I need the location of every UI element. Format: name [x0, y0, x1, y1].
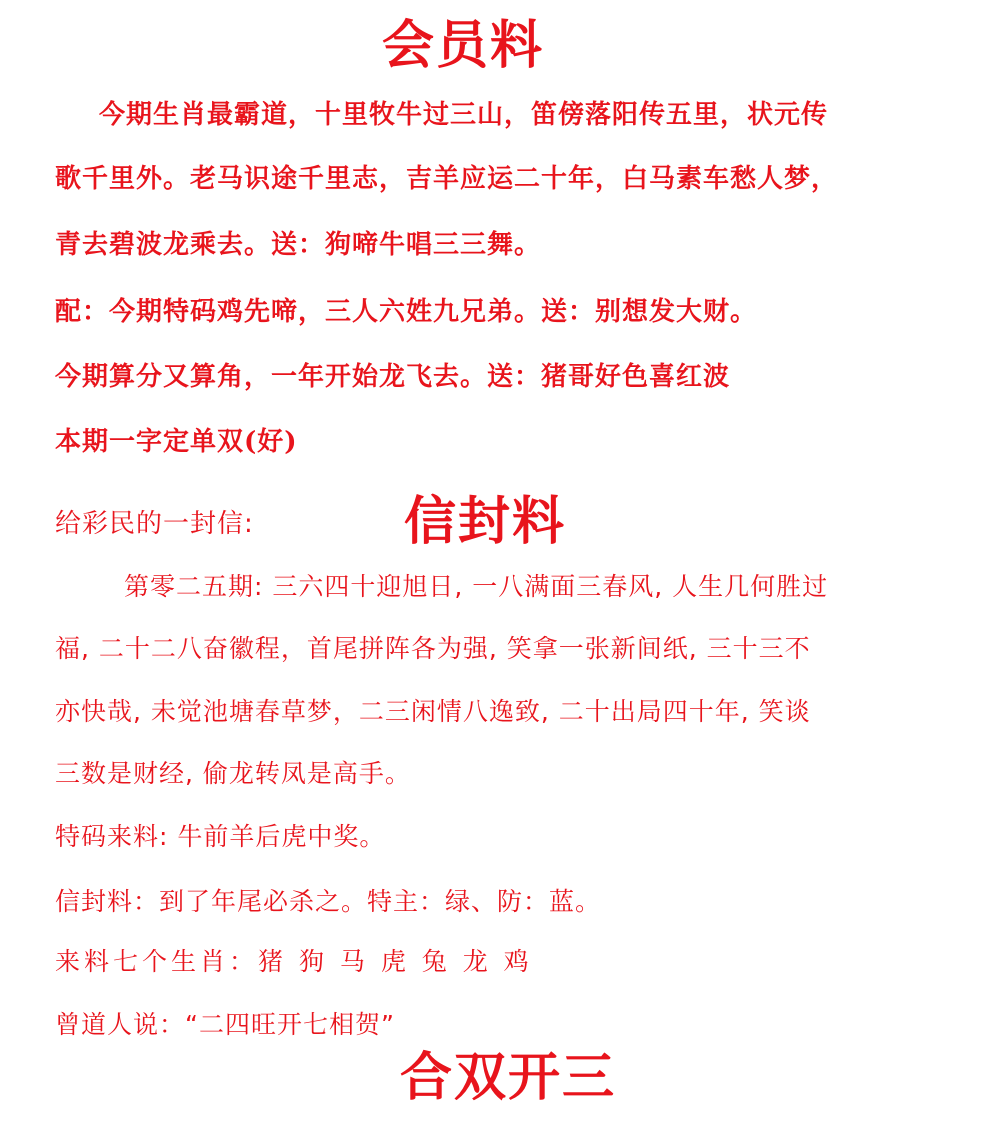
member-line-2: 歌千里外。老马识途千里志，吉羊应运二十年，白马素车愁人梦， — [55, 164, 839, 194]
envelope-line-5: 特码来料: 牛前羊后虎中奖。 — [55, 822, 386, 851]
member-title: 会员料 — [382, 15, 545, 76]
member-line-3: 青去碧波龙乘去。送：狗啼牛唱三三舞。 — [55, 230, 542, 260]
member-line-5: 今期算分又算角，一年开始龙飞去。送：猪哥好色喜红波 — [55, 362, 731, 392]
extra-line-2: 来料七个生肖：猪 狗 马 虎 兔 龙 鸡 — [55, 947, 533, 976]
envelope-title: 信封料 — [404, 491, 567, 552]
letter-label: 给彩民的一封信: — [55, 509, 254, 539]
member-line-6: 本期一字定单双(好) — [55, 427, 298, 457]
member-line-4: 配：今期特码鸡先啼，三人六姓九兄弟。送：别想发大财。 — [55, 297, 758, 327]
envelope-line-4: 三数是财经, 偷龙转凤是高手。 — [55, 759, 411, 788]
envelope-line-1: 第零二五期: 三六四十迎旭日, 一八满面三春风, 人生几何胜过 — [124, 572, 829, 601]
envelope-line-3: 亦快哉, 未觉池塘春草梦，二三闲情八逸致, 二十出局四十年, 笑谈 — [55, 697, 811, 726]
extra-line-3: 曾道人说：“二四旺开七相贺” — [55, 1010, 395, 1039]
member-line-1: 今期生肖最霸道，十里牧牛过三山，笛傍落阳传五里，状元传 — [99, 100, 829, 130]
envelope-line-2: 福, 二十二八奋徽程，首尾拼阵各为强, 笑拿一张新间纸, 三十三不 — [55, 634, 811, 663]
extra-line-1: 信封料：到了年尾必杀之。特主：绿、防：蓝。 — [55, 887, 602, 916]
final-title: 合双开三 — [400, 1047, 617, 1108]
